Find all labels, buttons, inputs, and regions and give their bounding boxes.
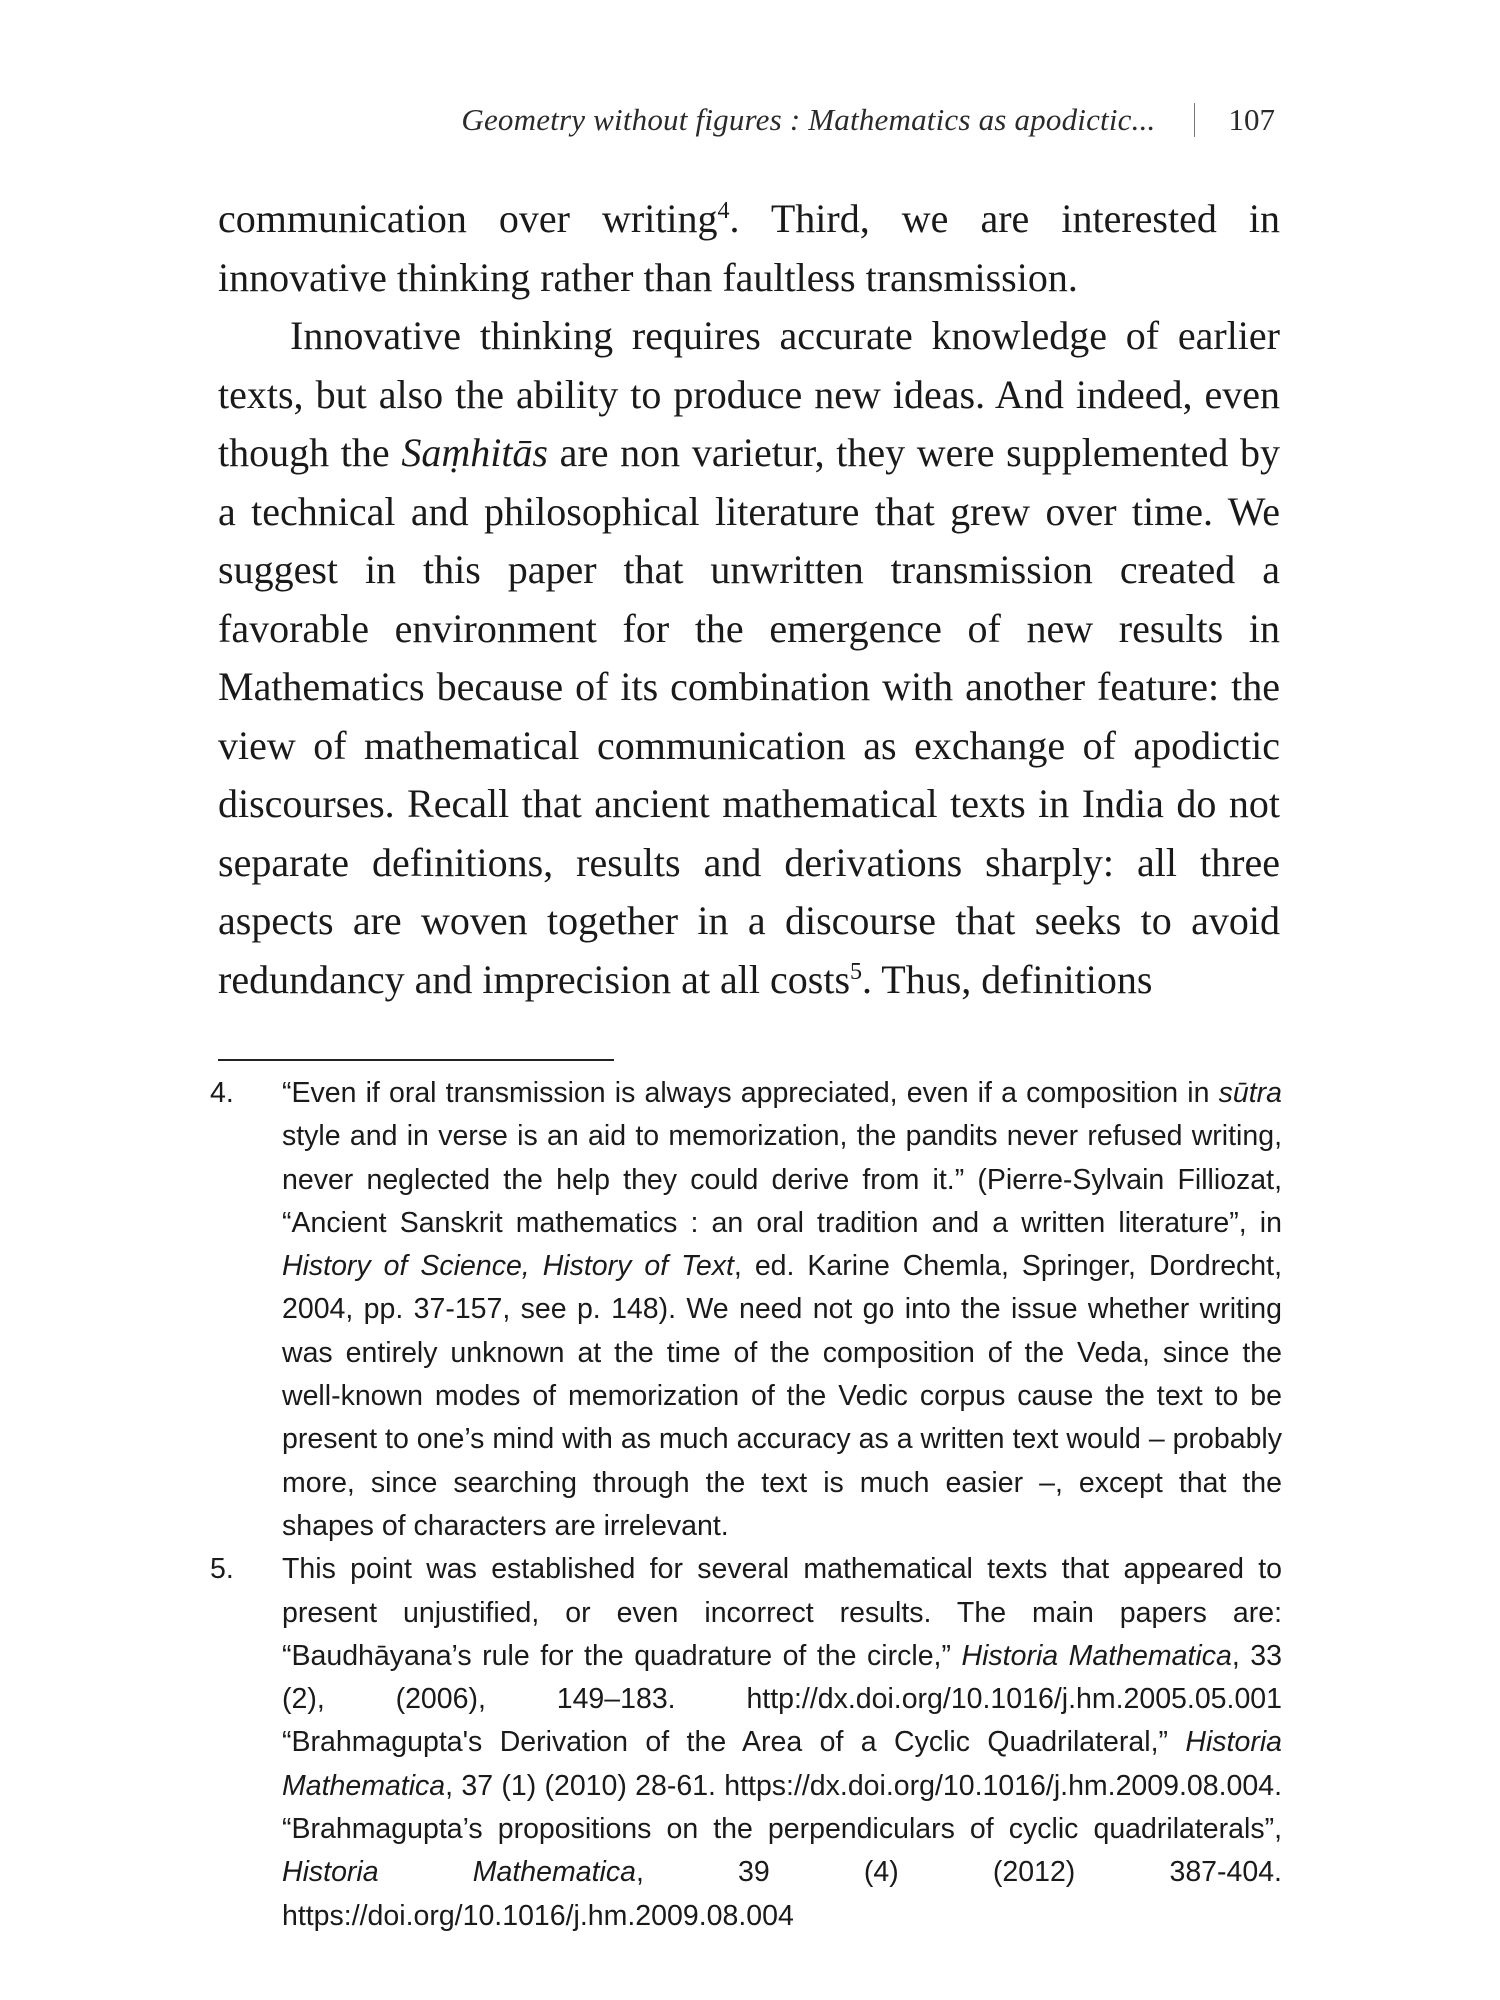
footnote-5-text-4: , 39 (4) (2012) 387-404. https://doi.org/10.1016/j.hm.2009.08.004 [282, 1856, 1282, 1932]
footnote-text [282, 1548, 1282, 1938]
running-header [330, 100, 1275, 140]
footnote-separator [218, 1059, 614, 1061]
paragraph-2 [218, 307, 1280, 1009]
footnote-4-text-2: style and in verse is an aid to memorization, the pandits never refused writing, never neglected the help they could derive from it.” (Pierre-Sylvain Filliozat, “Ancient Sanskrit mathematics : an oral tradition and a written literature”, in [282, 1120, 1282, 1239]
header-divider [1194, 103, 1195, 137]
footnote-5-italic-2: Historia Mathematica [282, 1726, 1282, 1802]
paragraph-1 [218, 190, 1280, 307]
footnotes [206, 1072, 1282, 1938]
footnote-5-text-2: , 33 (2), (2006), 149–183. http://dx.doi.org/10.1016/j.hm.2005.05.001 “Brahmagupta's Derivation of the Area of a Cyclic Quadrilateral,” [282, 1639, 1282, 1759]
footnote-ref-5[interactable]: 5 [850, 958, 863, 985]
footnote-4-text-1: “Even if oral transmission is always appreciated, even if a composition in [282, 1077, 1219, 1109]
footnote-ref-4[interactable]: 4 [717, 198, 730, 224]
footnote-5-italic-3: Historia Mathematica [282, 1856, 636, 1889]
running-title: Geometry without figures : Mathematics as apodictic... [461, 102, 1156, 137]
body-text [218, 190, 1280, 1009]
footnote-4 [206, 1072, 1282, 1548]
footnote-5-text-3: , 37 (1) (2010) 28-61. https://dx.doi.org/10.1016/j.hm.2009.08.004. “Brahmagupta’s propositions on the perpendiculars of cyclic quadrilaterals”, [282, 1769, 1282, 1846]
paragraph-2-text-continued: are non varietur, they were supplemented by a technical and philosophical literature that grew over time. We suggest in this paper that unwritten transmission created a favorable environment for the emergence of new results in Mathematics because of its combination with another feature: the view of mathematical communication as exchange of apodictic discourses. Recall that ancient mathematical texts in India do not separate definitions, results and derivations sharply: all three aspects are woven together in a discourse that seeks to avoid redundancy and imprecision at all costs [218, 430, 1280, 1002]
paragraph-1-text-continued: . Third, we are interested in innovative thinking rather than faultless transmission. [218, 196, 1280, 300]
footnote-4-italic-1: sūtra [1218, 1077, 1282, 1109]
samhitas-term: Saṃhitās [401, 430, 548, 475]
footnote-5-italic-1: Historia Mathematica [961, 1639, 1232, 1672]
footnote-text [282, 1072, 1282, 1548]
paragraph-1-text: communication over writing [218, 196, 718, 241]
paragraph-2-text-end: . Thus, definitions [862, 956, 1153, 1002]
footnote-5 [206, 1548, 1282, 1938]
footnote-4-italic-2: History of Science, History of Text [282, 1250, 734, 1283]
footnote-number: 4. [210, 1077, 234, 1109]
paragraph-2-text: Innovative thinking requires accurate knowledge of earlier texts, but also the ability to produce new ideas. And indeed, even though the [218, 313, 1280, 475]
page-number: 107 [1228, 102, 1275, 137]
footnote-number: 5. [210, 1553, 234, 1586]
footnote-4-text-3: , ed. Karine Chemla, Springer, Dordrecht, 2004, pp. 37-157, see p. 148). We need not go into the issue whether writing was entirely unknown at the time of the composition of the Veda, since the well-known modes of memorization of the Vedic corpus cause the text to be present to one’s mind with as much accuracy as a written text would – probably more, since searching through the text is much easier –, except that the shapes of characters are irrelevant. [282, 1250, 1282, 1542]
footnote-5-text-1: This point was established for several mathematical texts that appeared to present unjustified, or even incorrect results. The main papers are: “Baudhāyana’s rule for the quadrature of the circle,” [282, 1553, 1282, 1672]
